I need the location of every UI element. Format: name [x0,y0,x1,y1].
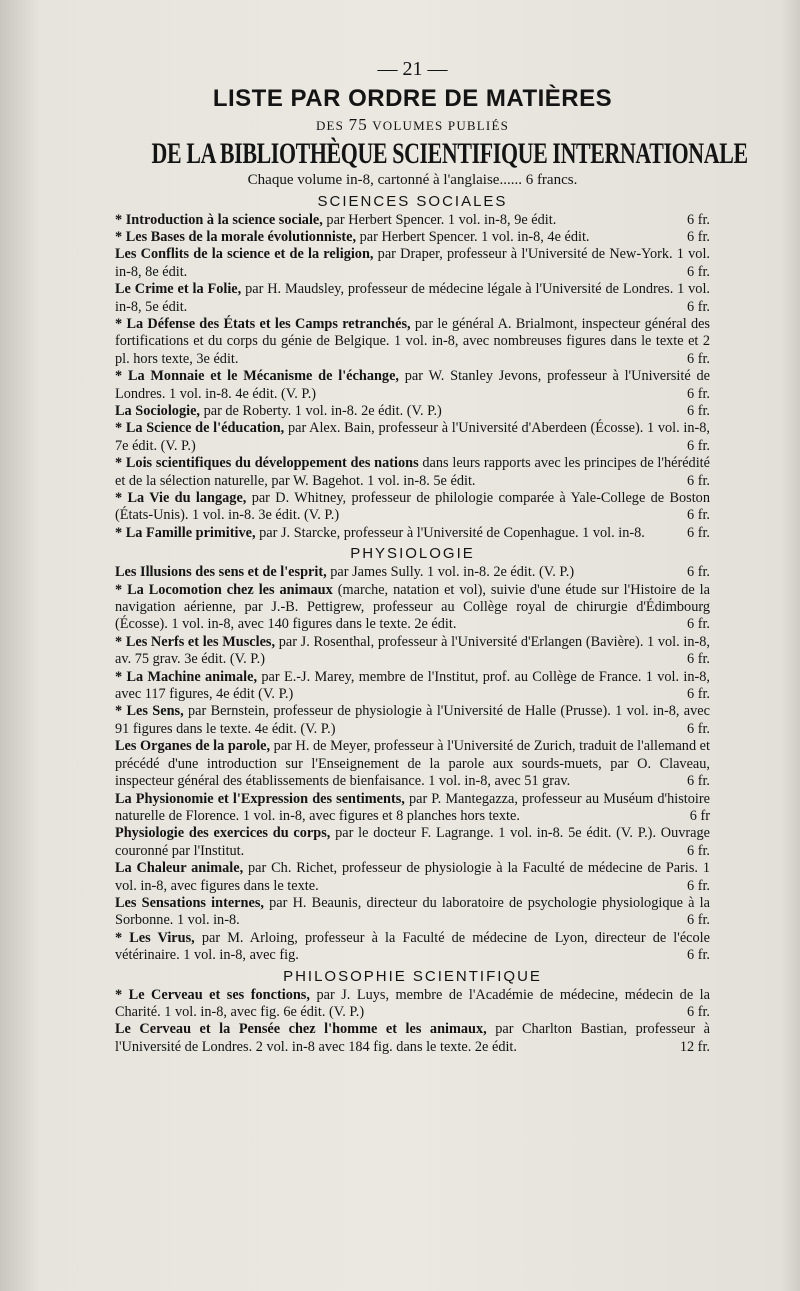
entry-title: La Science de l'éducation, [125,420,285,437]
entry-price: 6 fr. [686,263,710,280]
entry-text: (marche, natation et vol), suivie d'une étude sur l'Histoire de la navigation aérienne, par J.-B. Pettigrew, professeur au Collège royal de chirurgie d'Édimbourg (Écosse). 1 vol. in-8, avec 140 figures dans le texte. 2e édit. [115,581,710,633]
catalogue-entry [115,1021,710,1056]
entry-title: Les Nerfs et les Muscles, [125,633,276,650]
entry-price: 6 fr. [686,720,710,737]
catalogue-entry [115,525,710,542]
catalogue-entry [115,634,710,669]
entry-star: * [115,986,129,1003]
catalogue-entry [115,490,710,525]
entry-price: 6 fr. [686,298,710,315]
entry-title: Le Cerveau et ses fonctions, [128,986,310,1003]
entry-star: * [115,581,128,598]
entry-star: * [115,420,126,437]
entry-title: La Vie du langage, [127,490,247,506]
catalogue-entry [115,316,710,368]
entry-text: dans leurs rapports avec les principes de l'hérédité et de la sélection naturelle, par W. Bagehot. 1 vol. in-8. 5e édit. [115,455,710,489]
catalogue-entry [115,987,710,1022]
entry-title: La Monnaie et le Mécanisme de l'échange, [127,368,399,385]
entry-price: 6 fr. [686,472,710,489]
entry-price: 6 fr. [686,773,710,790]
list-subtitle [115,115,710,135]
entry-price: 6 fr. [686,507,710,524]
entry-price: 6 fr. [686,686,710,703]
entry-title: La Chaleur animale, [115,860,244,877]
entry-title: Lois scientifiques du développement des nations [125,455,419,472]
catalogue-entry [115,860,710,895]
entry-price: 6 fr. [686,564,710,581]
page-number: — 21 — [377,58,448,80]
entry-star: * [115,703,127,720]
entry-text: par Herbert Spencer. 1 vol. in-8, 4e édit. [356,228,590,245]
entry-price: 6 fr. [686,385,710,402]
entry-text: par W. Stanley Jevons, professeur à l'Université de Londres. 1 vol. in-8. 4e édit. (V. P.) [115,368,710,402]
entry-title: Les Sensations internes, [115,894,264,911]
catalogue-entry [115,930,710,965]
entry-text: par Draper, professeur à l'Université de New-York. 1 vol. in-8, 8e édit. [115,246,710,280]
section-heading: PHYSIOLOGIE [350,545,475,563]
entry-text: par J. Starcke, professeur à l'Université de Copenhague. 1 vol. in-8. [255,524,645,541]
entry-price: 6 fr. [686,524,710,541]
entry-star: * [115,633,126,650]
subtitle-post: VOLUMES PUBLIÉS [372,118,510,133]
entry-title: Les Conflits de la science et de la religion, [115,246,374,263]
entry-text: par H. de Meyer, professeur à l'Université de Zurich, traduit de l'allemand et précédé d'une introduction sur l'Enseignement de la parole aux sourds-muets, par O. Claveau, inspecteur général des établissements de bienfaisance. 1 vol. in-8, avec 51 grav. [115,738,710,790]
entry-title: La Locomotion chez les animaux [127,581,333,598]
entry-star: * [115,368,128,385]
catalogue-sections [115,193,710,1057]
section-heading: SCIENCES SOCIALES [317,192,508,210]
entry-text: par le général A. Brialmont, inspecteur général des fortifications et du corps du génie de Belgique. 1 vol. in-8, avec nombreuses figures dans le texte et 2 pl. hors texte, 3e édit. [115,315,710,367]
entry-title: La Machine animale, [126,668,258,685]
entry-price: 6 fr [689,807,710,824]
entry-title: Les Organes de la parole, [115,738,271,755]
entry-price: 6 fr. [686,651,710,668]
entry-title: La Défense des États et les Camps retranchés, [126,315,411,332]
list-title: LISTE PAR ORDRE DE MATIÈRES [212,85,613,112]
entry-price: 6 fr. [686,912,710,929]
entry-text: par Ch. Richet, professeur de physiologie à la Faculté de médecine de Paris. 1 vol. in-8, avec figures dans le texte. [115,860,711,894]
entry-text: par H. Maudsley, professeur de médecine légale à l'Université de Londres. 1 vol. in-8, 5e édit. [115,281,710,315]
catalogue-entry [115,420,710,455]
entry-price: 6 fr. [686,877,710,894]
entry-title: La Sociologie, [115,402,200,419]
entry-star: * [115,490,128,506]
entry-text: par D. Whitney, professeur de philologie comparée à Yale-College de Boston (États-Unis). 1 vol. in-8. 3e édit. (V. P.) [115,490,710,524]
entry-title: Le Cerveau et la Pensée chez l'homme et les animaux, [115,1021,487,1038]
entry-price: 6 fr. [686,228,710,245]
entry-star: * [115,228,126,245]
entry-price: 6 fr. [686,350,710,367]
catalogue-entry [115,703,710,738]
entry-text: par H. Beaunis, directeur du laboratoire de psychologie physiologique à la Sorbonne. 1 vol. in-8. [115,894,710,929]
entry-title: Les Bases de la morale évolutionniste, [125,228,357,245]
entry-price: 6 fr. [686,437,710,454]
catalogue-entry [115,738,710,790]
entry-title: Les Virus, [129,929,195,946]
catalogue-entry [115,281,710,316]
entry-title: La Famille primitive, [125,524,256,541]
collection-title: DE LA BIBLIOTHÈQUE SCIENTIFIQUE INTERNATIONALE [151,137,748,170]
catalogue-entry [115,564,710,581]
section-heading: PHILOSOPHIE SCIENTIFIQUE [283,967,542,985]
catalogue-entry [115,403,710,420]
entry-text: par Herbert Spencer. 1 vol. in-8, 9e édit. [322,211,557,228]
entry-star: * [115,315,127,332]
entry-price: 6 fr. [686,402,710,419]
catalogue-entry [115,825,710,860]
catalogue-entry [115,246,710,281]
catalogue-entry [115,455,710,490]
entry-text: par P. Mantegazza, professeur au Muséum d'histoire naturelle de Florence. 1 vol. in-8, avec figures et 8 planches hors texte. [115,790,710,824]
entry-title: Introduction à la science sociale, [125,211,323,228]
entry-text: par M. Arloing, professeur à la Faculté de médecine de Lyon, directeur de l'école vétérinaire. 1 vol. in-8, avec fig. [115,929,710,964]
entry-title: La Physionomie et l'Expression des sentiments, [115,790,405,807]
entry-price: 6 fr. [686,842,710,859]
entry-title: Les Illusions des sens et de l'esprit, [115,564,327,581]
entry-price: 6 fr. [686,947,710,964]
entry-price: 6 fr. [686,211,710,228]
entry-text: par E.-J. Marey, membre de l'Institut, prof. au Collège de France. 1 vol. in-8, avec 117 figures, 4e édit (V. P.) [115,668,710,703]
subtitle-pre: DES [315,118,345,133]
catalogue-entry [115,229,710,246]
page-content [115,58,748,1056]
catalogue-entry [115,895,710,930]
entry-text: par James Sully. 1 vol. in-8. 2e édit. (V. P.) [326,564,575,581]
catalogue-entry [115,791,710,826]
entry-star: * [115,455,126,472]
entry-text: par de Roberty. 1 vol. in-8. 2e édit. (V. P.) [200,402,442,419]
catalogue-entry [115,669,710,704]
catalogue-entry [115,212,710,229]
catalogue-entry [115,368,710,403]
entry-title: Physiologie des exercices du corps, [115,825,331,842]
entry-title: Les Sens, [126,703,184,720]
entry-text: par J. Rosenthal, professeur à l'Université d'Erlangen (Bavière). 1 vol. in-8, av. 75 grav. 3e édit. (V. P.) [115,633,710,668]
catalogue-entry [115,582,710,634]
entry-star: * [115,929,130,946]
entry-price: 12 fr. [679,1038,710,1055]
entry-title: Le Crime et la Folie, [115,281,242,298]
entry-star: * [115,211,126,228]
entry-star: * [115,668,127,685]
entry-star: * [115,524,126,541]
entry-price: 6 fr. [686,616,710,633]
entry-text: par Alex. Bain, professeur à l'Université d'Aberdeen (Écosse). 1 vol. in-8, 7e édit. (V. P.) [115,420,710,454]
entry-text: par Bernstein, professeur de physiologie à l'Université de Halle (Prusse). 1 vol. in-8, avec 91 figures dans le texte. 4e édit. (V. P.) [115,703,710,737]
entry-text: par le docteur F. Lagrange. 1 vol. in-8. 5e édit. (V. P.). Ouvrage couronné par l'Institut. [115,825,711,859]
entry-text: par Charlton Bastian, professeur à l'Université de Londres. 2 vol. in-8 avec 184 fig. dans le texte. 2e édit. [115,1021,710,1055]
entry-text: par J. Luys, membre de l'Académie de médecine, médecin de la Charité. 1 vol. in-8, avec fig. 6e édit. (V. P.) [115,986,710,1020]
volume-count: 75 [348,115,368,134]
entry-price: 6 fr. [686,1003,710,1020]
price-note: Chaque volume in-8, cartonné à l'anglaise...... 6 francs. [247,171,578,188]
